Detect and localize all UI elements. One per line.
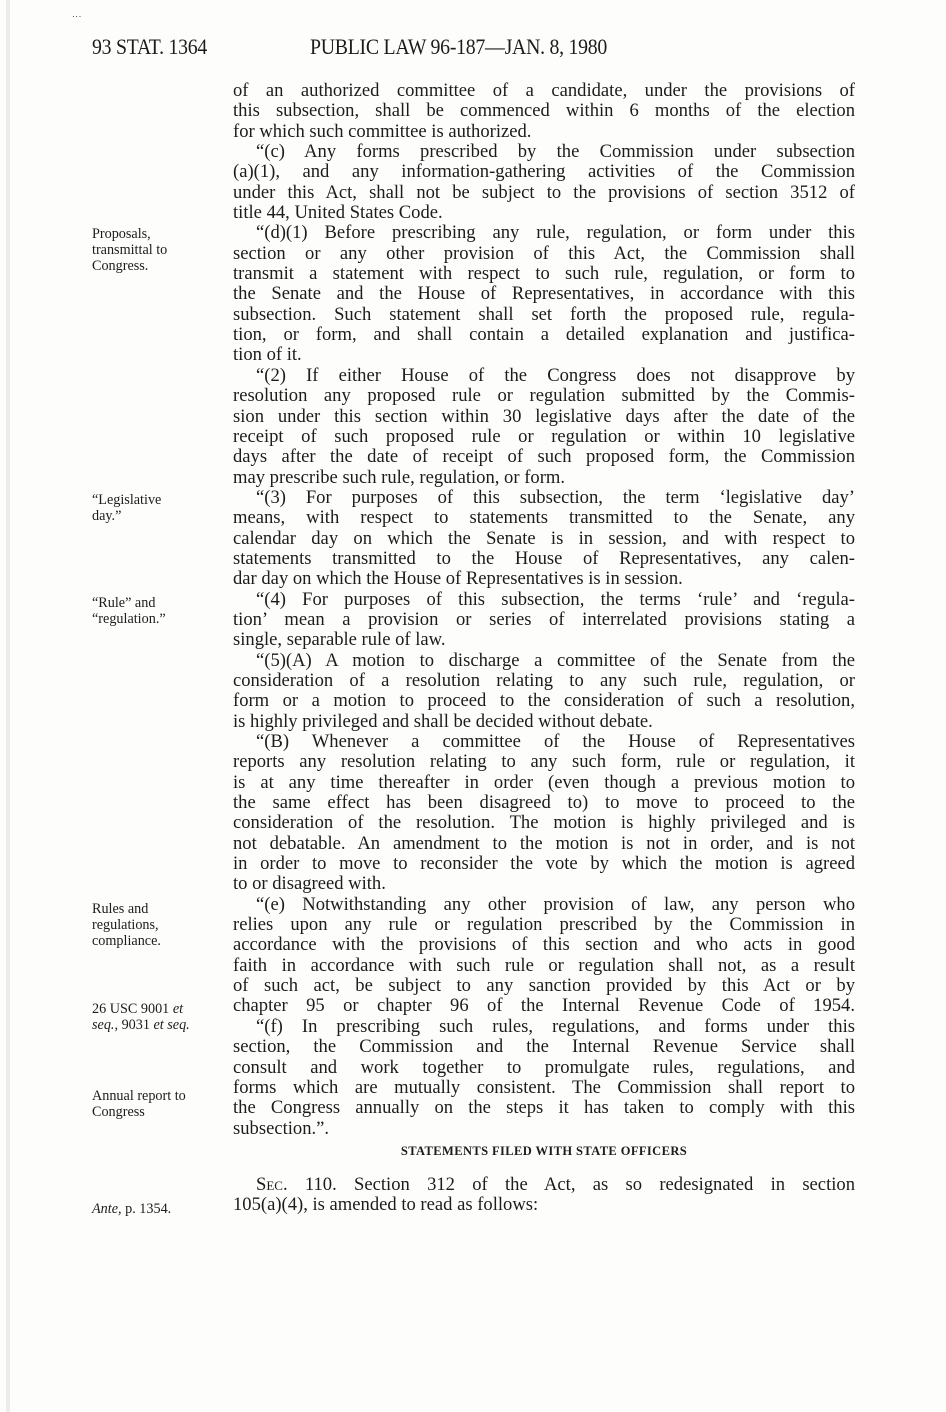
margin-note-rule-regulation bbox=[92, 595, 222, 627]
text-line: this subsection, shall be commenced within 6 months of the election bbox=[233, 100, 855, 122]
scan-edge bbox=[6, 0, 10, 1412]
paragraph-d2 bbox=[233, 366, 855, 488]
text-line: section, the Commission and the Internal Revenue Service shall bbox=[233, 1036, 855, 1058]
statute-body bbox=[233, 81, 855, 1216]
citation-italic: seq. bbox=[92, 1017, 115, 1033]
margin-note-line: Rules and bbox=[92, 901, 149, 917]
text-line: “(2) If either House of the Congress does not disapprove by bbox=[256, 364, 855, 386]
ante-italic: Ante bbox=[92, 1201, 118, 1217]
text-line: relies upon any rule or regulation prescribed by the Commission in bbox=[233, 914, 855, 936]
text-line: of such act, be subject to any sanction provided by this Act or by bbox=[233, 975, 855, 997]
page-header bbox=[92, 34, 862, 64]
text-line: calendar day on which the Senate is in session, and with respect to bbox=[233, 527, 855, 549]
text-line: tion of it. bbox=[233, 344, 302, 366]
text-line: transmit a statement with respect to such rule, regulation, or form to bbox=[233, 263, 855, 285]
text-line: receipt of such proposed rule or regulation or within 10 legislative bbox=[233, 425, 855, 447]
text-line: “(4) For purposes of this subsection, the terms ‘rule’ and ‘regula- bbox=[256, 588, 855, 610]
text-line: not debatable. An amendment to the motion is not in order, and is not bbox=[233, 832, 855, 854]
paragraph-d1 bbox=[233, 223, 855, 365]
section-label: Sec. bbox=[256, 1173, 288, 1195]
margin-note-line: day.” bbox=[92, 508, 122, 524]
margin-note-line: Congress. bbox=[92, 258, 149, 274]
margin-note-line: “Legislative bbox=[92, 492, 162, 508]
text-line: faith in accordance with such rule or regulation shall not, as a result bbox=[233, 954, 855, 976]
text-line: (a)(1), and any information-gathering activities of the Commission bbox=[233, 161, 855, 183]
citation-text: 26 USC 9001 bbox=[92, 1001, 173, 1017]
paragraph-f bbox=[233, 1017, 855, 1139]
margin-note-line: Annual report to bbox=[92, 1088, 186, 1104]
section-heading: STATEMENTS FILED WITH STATE OFFICERS bbox=[400, 1143, 688, 1158]
margin-note-usc-citation bbox=[92, 1001, 222, 1033]
text-line: may prescribe such rule, regulation, or form. bbox=[233, 466, 565, 488]
section-text: 110. Section 312 of the Act, as so redesignated in section bbox=[287, 1173, 855, 1195]
margin-note-line: Proposals, bbox=[92, 226, 151, 242]
margin-note-line: “regulation.” bbox=[92, 611, 166, 627]
text-line: the Congress annually on the steps it has taken to comply with this bbox=[233, 1097, 855, 1119]
text-line: “(e) Notwithstanding any other provision of law, any person who bbox=[256, 893, 855, 915]
text-line: consideration of the resolution. The motion is highly privileged and is bbox=[233, 812, 855, 834]
text-line: title 44, United States Code. bbox=[233, 202, 443, 224]
text-line: statements transmitted to the House of Representatives, any calen- bbox=[233, 547, 855, 569]
margin-note-legislative-day bbox=[92, 492, 222, 524]
text-line: subsection. Such statement shall set forth the proposed rule, regula- bbox=[233, 303, 855, 325]
text-line: subsection.”. bbox=[233, 1117, 330, 1139]
margin-note-ante bbox=[92, 1201, 222, 1217]
citation-text: , 9031 bbox=[114, 1017, 154, 1033]
text-line: reports any resolution relating to any such form, rule or regulation, it bbox=[233, 751, 855, 773]
text-line: tion, or form, and shall contain a detailed explanation and justifica- bbox=[233, 324, 855, 346]
text-line: of an authorized committee of a candidate, under the provisions of bbox=[233, 80, 855, 101]
text-line: form or a motion to proceed to the consideration of such a resolution, bbox=[233, 690, 855, 712]
margin-note-line bbox=[92, 1001, 222, 1017]
text-line: dar day on which the House of Representatives is in session. bbox=[233, 568, 683, 590]
text-line: in order to move to reconsider the vote by which the motion is agreed bbox=[233, 853, 855, 875]
text-line: “(3) For purposes of this subsection, the term ‘legislative day’ bbox=[256, 486, 855, 508]
text-line: consideration of a resolution relating to any such rule, regulation, or bbox=[233, 669, 855, 691]
text-line: accordance with the provisions of this section and who acts in good bbox=[233, 934, 855, 956]
ante-text: , p. 1354. bbox=[118, 1201, 172, 1217]
text-line: “(f) In prescribing such rules, regulations, and forms under this bbox=[256, 1015, 855, 1037]
text-line: is highly privileged and shall be decided without debate. bbox=[233, 710, 653, 732]
text-line: chapter 95 or chapter 96 of the Internal Revenue Code of 1954. bbox=[233, 995, 855, 1017]
margin-note-line: compliance. bbox=[92, 933, 161, 949]
paragraph-sec-110 bbox=[233, 1175, 855, 1216]
margin-note-line: Congress bbox=[92, 1104, 145, 1120]
paragraph-c bbox=[233, 142, 855, 223]
paragraph-d3 bbox=[233, 488, 855, 590]
text-line: 105(a)(4), is amended to read as follows: bbox=[233, 1194, 539, 1216]
citation-italic: et seq. bbox=[153, 1017, 190, 1033]
text-line: single, separable rule of law. bbox=[233, 629, 446, 651]
text-line: consult and work together to promulgate rules, regulations, and bbox=[233, 1056, 855, 1078]
text-line: forms which are mutually consistent. The Commission shall report to bbox=[233, 1076, 855, 1098]
text-line bbox=[233, 1175, 855, 1195]
margin-note-line: “Rule” and bbox=[92, 595, 156, 611]
paragraph-d4 bbox=[233, 590, 855, 651]
scan-corner-mark: ⋮ bbox=[72, 12, 82, 21]
margin-note-proposals bbox=[92, 226, 222, 274]
stat-page-number: 93 STAT. 1364 bbox=[92, 34, 208, 59]
text-line: “(d)(1) Before prescribing any rule, regulation, or form under this bbox=[256, 222, 855, 244]
text-line: the Senate and the House of Representatives, in accordance with this bbox=[233, 283, 855, 305]
law-title: PUBLIC LAW 96-187—JAN. 8, 1980 bbox=[310, 34, 608, 59]
paragraph-d5b bbox=[233, 732, 855, 895]
text-line: under this Act, shall not be subject to the provisions of section 3512 of bbox=[233, 181, 855, 203]
citation-italic: et bbox=[172, 1001, 184, 1017]
text-line: means, with respect to statements transmitted to the Senate, any bbox=[233, 507, 855, 529]
text-line: for which such committee is authorized. bbox=[233, 120, 532, 142]
margin-note-line: regulations, bbox=[92, 917, 159, 933]
text-line: resolution any proposed rule or regulation submitted by the Commis- bbox=[233, 385, 855, 407]
text-line: “(5)(A) A motion to discharge a committee of the Senate from the bbox=[256, 649, 855, 671]
text-line: is at any time thereafter in order (even though a previous motion to bbox=[233, 771, 855, 793]
paragraph-e bbox=[233, 895, 855, 1017]
text-line: days after the date of receipt of such proposed form, the Commission bbox=[233, 446, 855, 468]
text-line: section or any other provision of this Act, the Commission shall bbox=[233, 242, 855, 264]
margin-note-line bbox=[92, 1017, 222, 1033]
text-line: to or disagreed with. bbox=[233, 873, 386, 895]
margin-note-rules-compliance bbox=[92, 901, 222, 949]
paragraph-d5a bbox=[233, 651, 855, 732]
text-line: the same effect has been disagreed to) to move to proceed to the bbox=[233, 792, 855, 814]
text-line: “(c) Any forms prescribed by the Commission under subsection bbox=[256, 141, 855, 163]
text-line: tion’ mean a provision or series of interrelated provisions stating a bbox=[233, 608, 855, 630]
paragraph-continuation bbox=[233, 81, 855, 142]
margin-note-line: transmittal to bbox=[92, 242, 168, 258]
text-line: sion under this section within 30 legislative days after the date of the bbox=[233, 405, 855, 427]
text-line: “(B) Whenever a committee of the House of Representatives bbox=[256, 731, 855, 752]
margin-note-annual-report bbox=[92, 1088, 222, 1120]
